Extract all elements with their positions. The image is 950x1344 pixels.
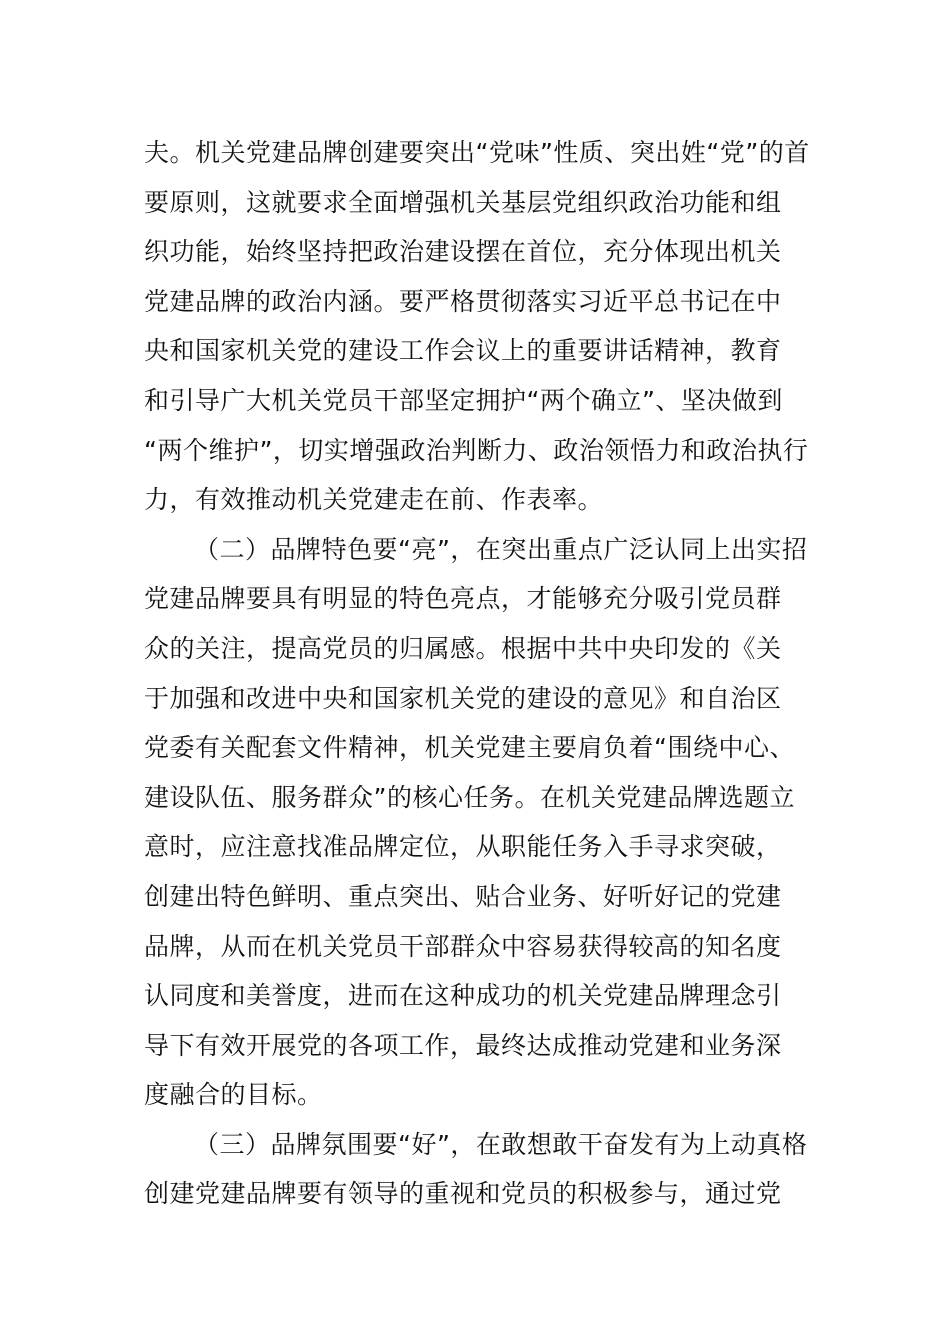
text-line: 和引导广大机关党员干部坚定拥护“两个确立”、坚决做到 (144, 385, 783, 415)
text-line: 于加强和改进中央和国家机关党的建设的意见》和自治区 (144, 683, 782, 713)
text-line: 众的关注，提高党员的归属感。根据中共中央印发的《关 (144, 633, 782, 663)
text-line: “两个维护”，切实增强政治判断力、政治领悟力和政治执行 (144, 435, 809, 465)
text-line: 党建品牌的政治内涵。要严格贯彻落实习近平总书记在中 (144, 286, 782, 316)
text-line: 夫。机关党建品牌创建要突出“党味”性质、突出姓“党”的首 (144, 138, 810, 167)
text-line: 创建党建品牌要有领导的重视和党员的积极参与，通过党 (144, 1179, 782, 1209)
section-heading-3: （三）品牌氛围要“好”，在敢想敢干奋发有为上动真格 (194, 1129, 808, 1159)
text-line: 力，有效推动机关党建走在前、作表率。 (144, 485, 604, 515)
text-line: 度融合的目标。 (144, 1080, 323, 1110)
body-text (144, 128, 814, 1219)
text-line: 党建品牌要具有明显的特色亮点，才能够充分吸引党员群 (144, 584, 782, 614)
text-line: 品牌，从而在机关党员干部群众中容易获得较高的知名度 (144, 931, 782, 961)
text-line: 创建出特色鲜明、重点突出、贴合业务、好听好记的党建 (144, 881, 782, 911)
section-heading-2: （二）品牌特色要“亮”，在突出重点广泛认同上出实招 (194, 534, 808, 564)
text-line: 认同度和美誉度，进而在这种成功的机关党建品牌理念引 (144, 981, 782, 1011)
text-line: 党委有关配套文件精神，机关党建主要肩负着“围绕中心、 (144, 733, 795, 763)
text-line: 意时，应注意找准品牌定位，从职能任务入手寻求突破， (144, 832, 782, 862)
text-line: 导下有效开展党的各项工作，最终达成推动党建和业务深 (144, 1030, 782, 1060)
text-line: 要原则，这就要求全面增强机关基层党组织政治功能和组 (144, 187, 782, 217)
text-line: 织功能，始终坚持把政治建设摆在首位，充分体现出机关 (144, 237, 782, 267)
text-line: 建设队伍、服务群众”的核心任务。在机关党建品牌选题立 (144, 782, 795, 812)
text-line: 央和国家机关党的建设工作会议上的重要讲话精神，教育 (144, 336, 782, 366)
